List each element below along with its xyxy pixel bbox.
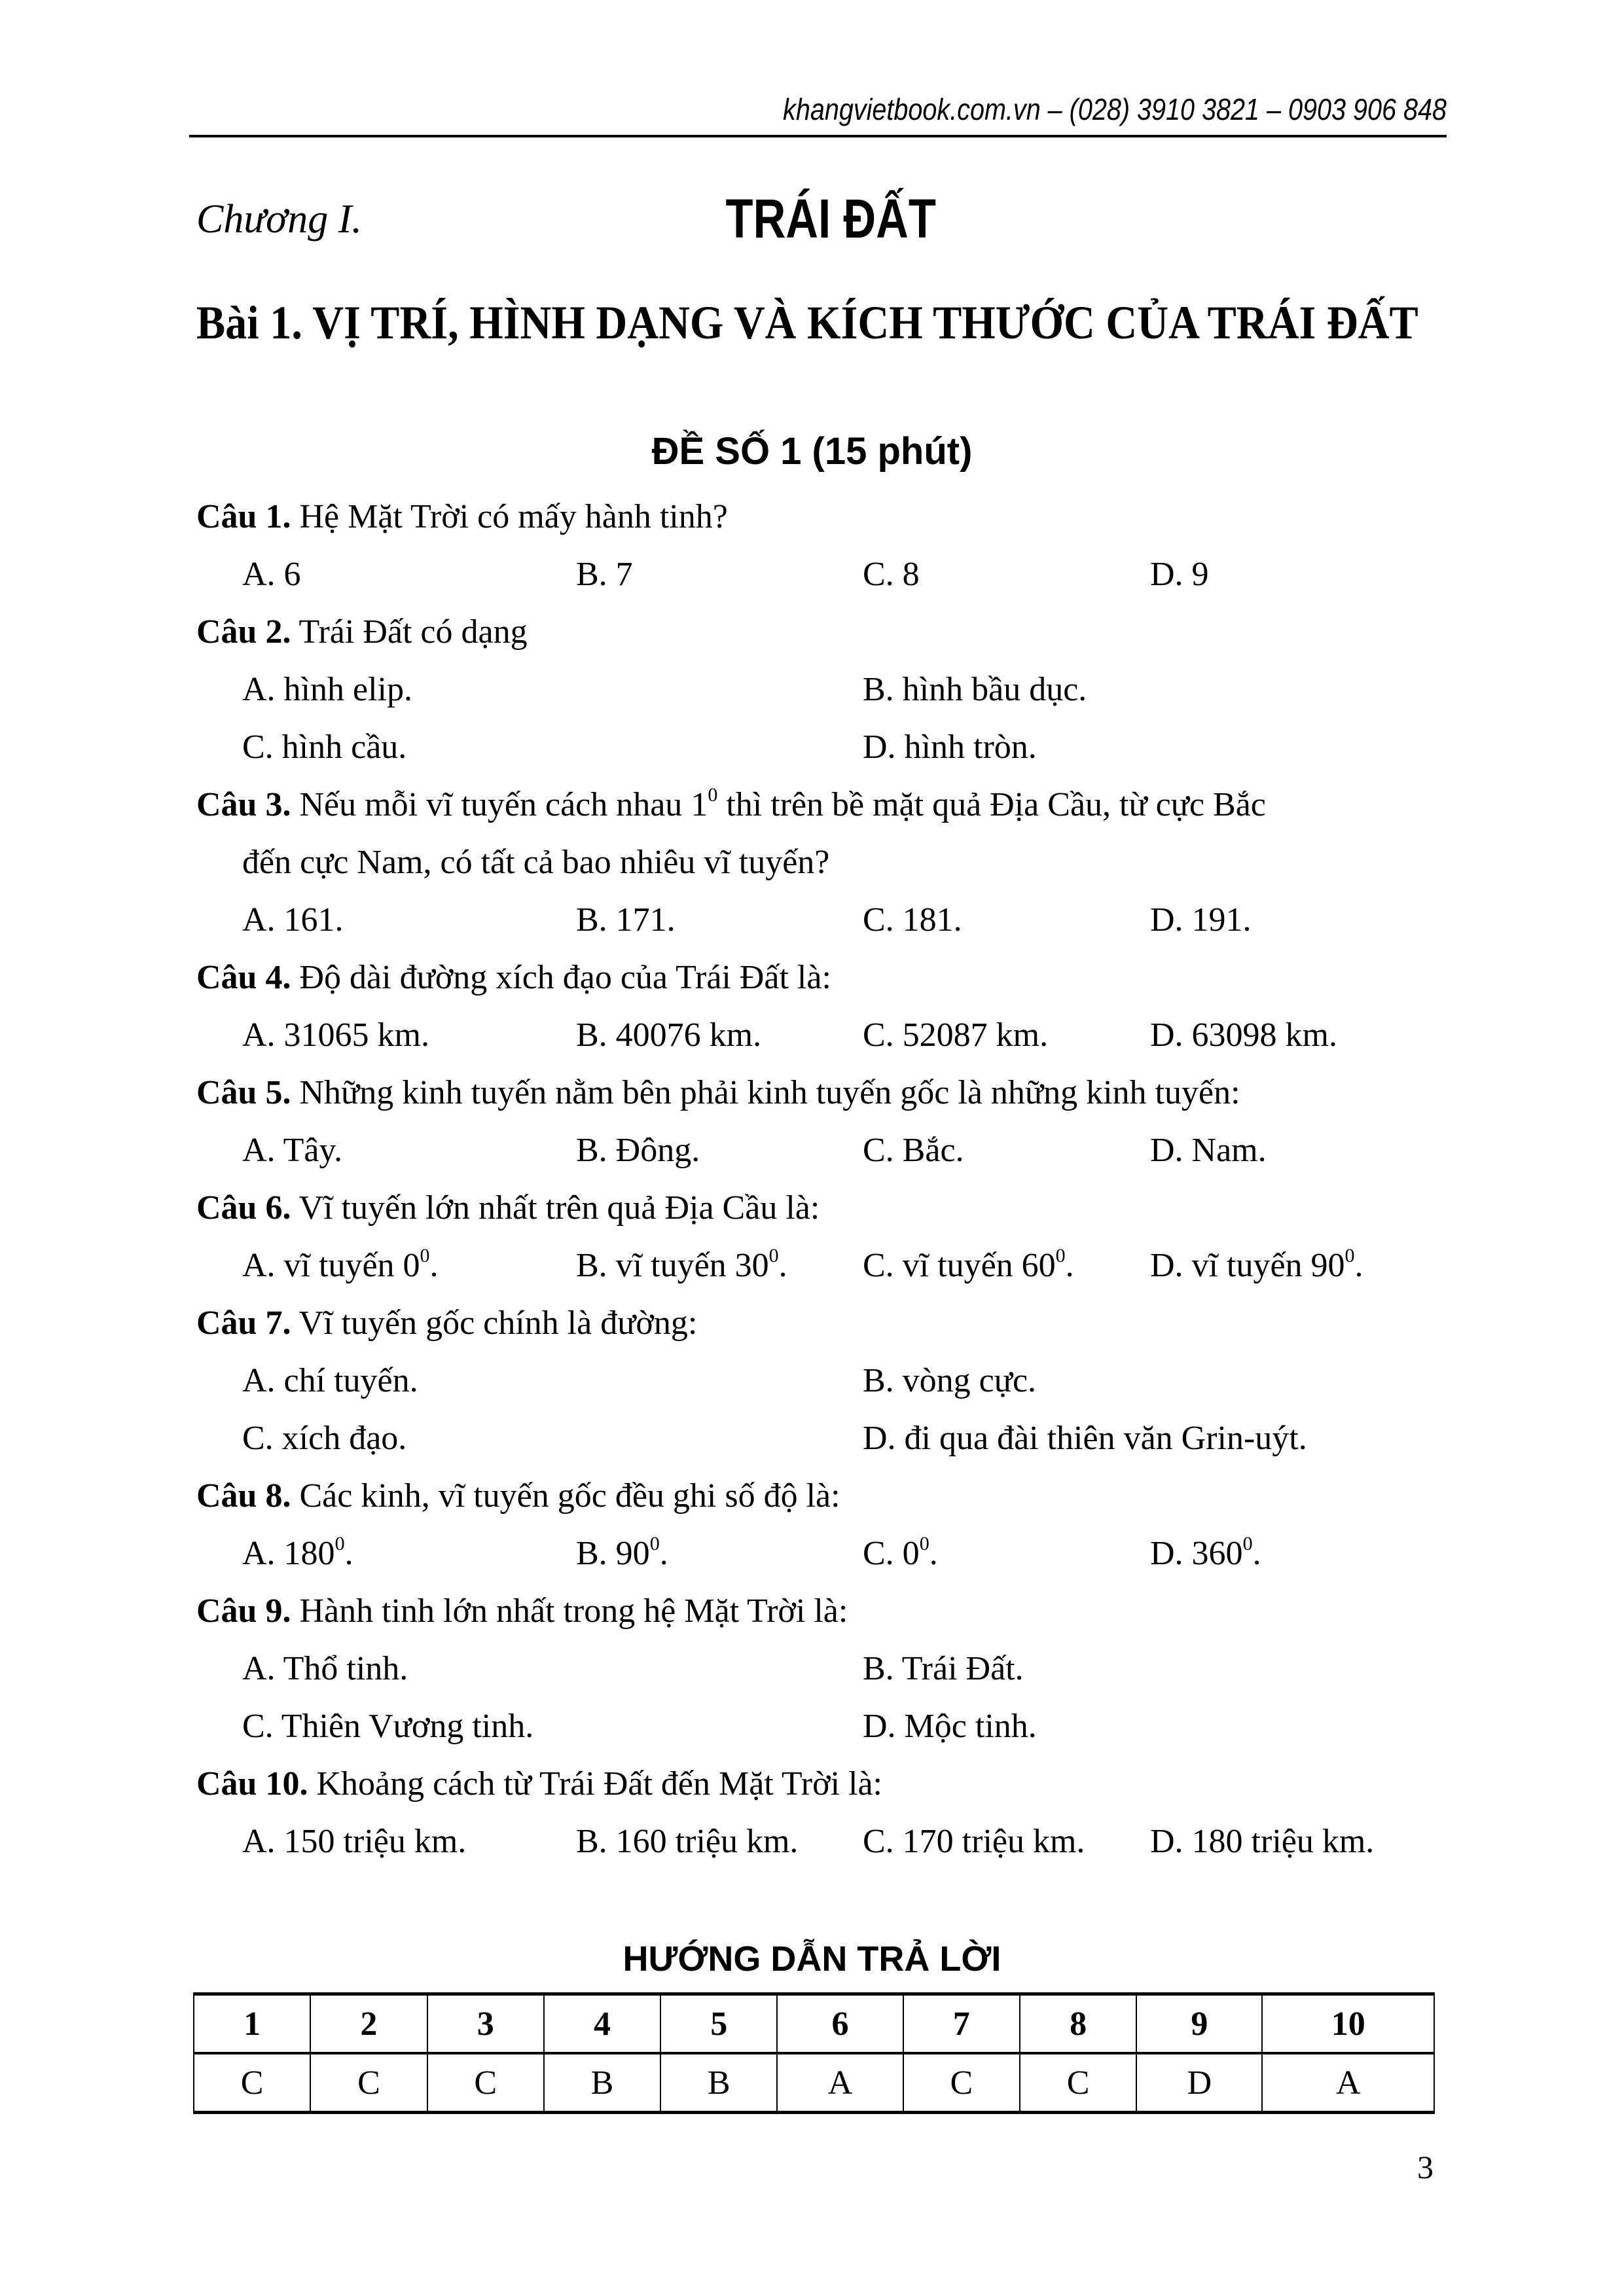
answer-option[interactable] [1150, 1534, 1261, 1573]
superscript-degree: 0 [768, 1245, 779, 1266]
option-text: B. 90 [576, 1535, 650, 1572]
superscript-degree: 0 [1055, 1245, 1066, 1266]
question-text: Hệ Mặt Trời có mấy hành tinh? [299, 498, 728, 535]
header-divider [189, 135, 1447, 137]
superscript-degree: 0 [708, 784, 718, 806]
question-text: Hành tinh lớn nhất trong hệ Mặt Trời là: [299, 1592, 848, 1630]
question-stem [196, 1592, 848, 1631]
question-text: Vĩ tuyến gốc chính là đường: [298, 1304, 698, 1342]
question-text: thì trên bề mặt quả Địa Cầu, từ cực Bắc [717, 786, 1266, 823]
answer-option[interactable]: C. hình cầu. [242, 728, 407, 766]
superscript-degree: 0 [420, 1245, 430, 1266]
option-text: . [344, 1535, 353, 1572]
answer-option[interactable]: A. Tây. [242, 1132, 343, 1169]
answer-key-number: 10 [1262, 1994, 1434, 2054]
question-label: Câu 1. [196, 498, 291, 535]
answer-option[interactable]: D. hình tròn. [863, 728, 1037, 766]
answer-key-number: 7 [903, 1994, 1020, 2054]
option-text: . [429, 1247, 439, 1284]
question-stem [196, 958, 831, 997]
answer-key-value: C [310, 2053, 427, 2113]
question-text: Các kinh, vĩ tuyến gốc đều ghi số độ là: [299, 1477, 840, 1515]
exam-title: ĐỀ SỐ 1 (15 phút) [651, 430, 973, 473]
answer-option[interactable] [576, 1534, 668, 1573]
option-text: B. vĩ tuyến 30 [576, 1247, 769, 1284]
answer-key-value: A [1262, 2053, 1434, 2113]
question-stem [196, 613, 528, 652]
answer-key-value: B [544, 2053, 660, 2113]
publisher-header: khangvietbook.com.vn – (028) 3910 3821 – 0903 906 848 [783, 92, 1447, 126]
answer-key-number: 4 [544, 1994, 660, 2054]
question-label: Câu 5. [196, 1074, 291, 1111]
option-text: D. 360 [1150, 1535, 1243, 1572]
answer-option[interactable]: D. Nam. [1150, 1132, 1267, 1169]
answer-option[interactable] [242, 1534, 353, 1573]
question-text: Khoảng cách từ Trái Đất đến Mặt Trời là: [316, 1765, 882, 1803]
answer-option[interactable] [576, 1246, 787, 1285]
lesson-title: Bài 1. VỊ TRÍ, HÌNH DẠNG VÀ KÍCH THƯỚC CỦA TRÁI ĐẤT [196, 296, 1418, 349]
answer-option[interactable] [863, 1534, 938, 1573]
answer-key-value: A [777, 2053, 903, 2113]
answer-option[interactable]: B. hình bầu dục. [863, 671, 1087, 708]
answer-key-value: D [1136, 2053, 1262, 2113]
chapter-label: Chương I. [196, 197, 362, 242]
question-text-continued: đến cực Nam, có tất cả bao nhiêu vĩ tuyến? [242, 844, 830, 881]
option-text: C. vĩ tuyến 60 [863, 1247, 1056, 1284]
option-text: C. 0 [863, 1535, 920, 1572]
superscript-degree: 0 [649, 1533, 660, 1554]
option-text: . [1065, 1247, 1074, 1284]
chapter-title-wrap [146, 187, 1477, 251]
option-text: . [1354, 1247, 1363, 1284]
answer-option[interactable]: B. Đông. [576, 1132, 700, 1169]
answer-option[interactable]: D. Mộc tinh. [863, 1708, 1037, 1745]
answer-option[interactable]: A. 150 triệu km. [242, 1823, 467, 1860]
question-label: Câu 3. [196, 786, 291, 823]
answer-option[interactable]: B. 40076 km. [576, 1016, 762, 1054]
superscript-degree: 0 [1242, 1533, 1253, 1554]
question-label: Câu 7. [196, 1304, 291, 1342]
answer-option[interactable]: C. Bắc. [863, 1132, 964, 1169]
page-number: 3 [1417, 2149, 1434, 2185]
question-text: Những kinh tuyến nằm bên phải kinh tuyến gốc là những kinh tuyến: [299, 1074, 1240, 1111]
superscript-degree: 0 [919, 1533, 929, 1554]
answer-key-header-row [194, 1994, 1434, 2054]
answer-option[interactable]: B. 7 [576, 556, 633, 593]
option-text: D. vĩ tuyến 90 [1150, 1247, 1345, 1284]
answer-option[interactable]: B. 160 triệu km. [576, 1823, 799, 1860]
answer-option[interactable] [242, 1246, 439, 1285]
answer-key-number: 5 [660, 1994, 777, 2054]
answer-key-value: C [903, 2053, 1020, 2113]
answer-option[interactable]: D. 180 triệu km. [1150, 1823, 1375, 1860]
answer-option[interactable]: C. xích đạo. [242, 1420, 407, 1457]
question-stem [196, 497, 728, 537]
option-text: . [778, 1247, 787, 1284]
answer-key-value: C [194, 2053, 310, 2113]
question-text: Nếu mỗi vĩ tuyến cách nhau 1 [299, 786, 708, 823]
superscript-degree: 0 [334, 1533, 345, 1554]
chapter-title: TRÁI ĐẤT [725, 188, 936, 249]
answer-option[interactable]: C. 52087 km. [863, 1016, 1049, 1054]
answer-option[interactable]: A. hình elip. [242, 671, 412, 708]
answer-option[interactable]: B. Trái Đất. [863, 1650, 1024, 1687]
question-text: Vĩ tuyến lớn nhất trên quả Địa Cầu là: [298, 1189, 820, 1227]
question-stem [196, 1477, 840, 1516]
question-label: Câu 10. [196, 1765, 308, 1803]
question-stem [196, 1304, 697, 1343]
answer-option[interactable]: C. Thiên Vương tinh. [242, 1708, 534, 1745]
answer-key-value: B [660, 2053, 777, 2113]
answer-option[interactable]: D. 191. [1150, 901, 1252, 939]
answer-key-title: HƯỚNG DẪN TRẢ LỜI [623, 1939, 1001, 1979]
answer-key-number: 2 [310, 1994, 427, 2054]
answer-option[interactable]: B. vòng cực. [863, 1362, 1037, 1399]
question-stem [196, 1073, 1240, 1113]
answer-option[interactable] [1150, 1246, 1363, 1285]
answer-key-value: C [1020, 2053, 1136, 2113]
answer-option[interactable] [863, 1246, 1074, 1285]
option-text: A. vĩ tuyến 0 [242, 1247, 420, 1284]
question-label: Câu 9. [196, 1592, 291, 1630]
answer-option[interactable]: C. 8 [863, 556, 920, 593]
answer-option[interactable]: D. 63098 km. [1150, 1016, 1337, 1054]
answer-key-number: 6 [777, 1994, 903, 2054]
question-label: Câu 8. [196, 1477, 291, 1515]
answer-option[interactable]: C. 170 triệu km. [863, 1823, 1085, 1860]
question-text: Trái Đất có dạng [298, 613, 528, 651]
question-stem [196, 785, 1266, 825]
answer-option[interactable]: A. 161. [242, 901, 344, 939]
answer-option[interactable]: B. 171. [576, 901, 676, 939]
answer-option[interactable]: D. đi qua đài thiên văn Grin-uýt. [863, 1420, 1307, 1457]
question-label: Câu 4. [196, 959, 291, 996]
answer-key-table [193, 1992, 1435, 2114]
superscript-degree: 0 [1344, 1245, 1355, 1266]
answer-key-number: 3 [427, 1994, 544, 2054]
option-text: . [659, 1535, 668, 1572]
answer-option[interactable]: A. 6 [242, 556, 301, 593]
question-stem [196, 1189, 820, 1228]
answer-key-values-row [194, 2053, 1434, 2113]
question-label: Câu 2. [196, 613, 291, 651]
answer-key-value: C [427, 2053, 544, 2113]
answer-key-number: 8 [1020, 1994, 1136, 2054]
question-text: Độ dài đường xích đạo của Trái Đất là: [299, 959, 831, 996]
option-text: A. 180 [242, 1535, 335, 1572]
answer-option[interactable]: D. 9 [1150, 556, 1209, 593]
option-text: . [929, 1535, 938, 1572]
answer-key-number: 1 [194, 1994, 310, 2054]
option-text: . [1252, 1535, 1261, 1572]
question-label: Câu 6. [196, 1189, 291, 1227]
answer-option[interactable]: A. 31065 km. [242, 1016, 429, 1054]
answer-key-number: 9 [1136, 1994, 1262, 2054]
answer-option[interactable]: A. Thổ tinh. [242, 1650, 408, 1687]
question-stem [196, 1765, 882, 1804]
answer-option[interactable]: A. chí tuyến. [242, 1362, 418, 1399]
answer-option[interactable]: C. 181. [863, 901, 962, 939]
